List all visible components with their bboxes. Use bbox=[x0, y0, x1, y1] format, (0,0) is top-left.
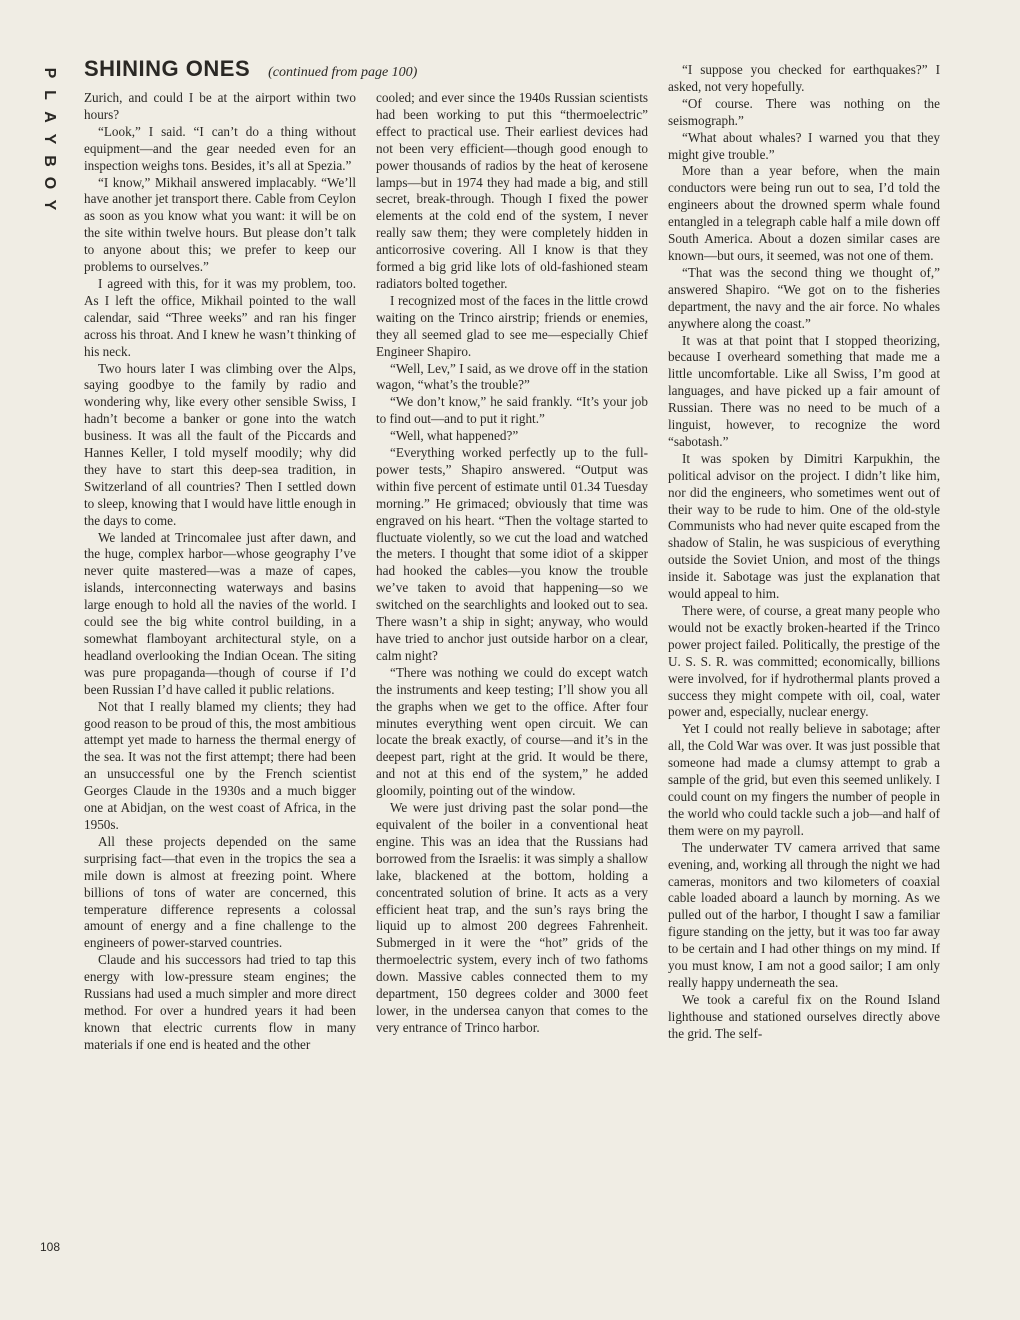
masthead-letter: P bbox=[41, 67, 58, 79]
paragraph: “I suppose you checked for earthquakes?” I asked, not very hopefully. bbox=[668, 62, 940, 94]
masthead-letter: B bbox=[41, 155, 58, 167]
paragraph: I recognized most of the faces in the little crowd waiting on the Trinco airstrip; friends or enemies, they all seemed glad to see me—especially Chief Engineer Shapiro. bbox=[376, 292, 648, 359]
paragraph: More than a year before, when the main conductors were being run out to sea, I’d told the engineers about the drowned sperm whale found entangled in a telegraph cable half a mile down off South America. About a dozen similar cases are known—but ours, it seemed, was not one of them. bbox=[668, 163, 940, 263]
paragraph: “We don’t know,” he said frankly. “It’s your job to find out—and to put it right.” bbox=[376, 394, 648, 427]
page-number: 108 bbox=[40, 1240, 61, 1254]
text-column-1 bbox=[84, 90, 356, 1054]
masthead-letter: L bbox=[41, 90, 58, 100]
masthead-letter: O bbox=[41, 176, 58, 190]
paragraph: We landed at Trincomalee just after dawn, and the huge, complex harbor—whose geography I’ve never quite mastered—was a maze of capes, islands, interconnecting waterways and basins large enough to hold all the navies of the world. I could see the big white control building, in a somewhat flamboyant architectural style, on a headland overlooking the Indian Ocean. The siting was pure propaganda—though of course if I’d been Russian I’d have called it public relations. bbox=[84, 529, 356, 697]
masthead-vertical bbox=[36, 62, 62, 216]
paragraph: “Well, Lev,” I said, as we drove off in the station wagon, “what’s the trouble?” bbox=[376, 360, 648, 393]
article-header bbox=[84, 56, 644, 82]
paragraph: All these projects depended on the same surprising fact—that even in the tropics the sea a mile down is almost at freezing point. Where billions of tons of water are concerned, this temperature difference represents a colossal amount of energy and a fine challenge to the engineers of power-starved countries. bbox=[84, 833, 356, 951]
paragraph: cooled; and ever since the 1940s Russian scientists had been working to put this “thermoelectric” effect to practical use. Their earliest devices had not been very efficient—though good enough to power thousands of radios by the heat of kerosene lamps—but in 1974 they had made a big, and still secret, break-through. Though I fixed the power elements at the cold end of the system, I never really saw them; they were completely hidden in anticorrosive covering. All I know is that they formed a big grid like lots of old-fashioned steam radiators bolted together. bbox=[376, 90, 648, 291]
paragraph: Two hours later I was climbing over the Alps, saying goodbye to the family by radio and wondering why, like every other sensible Swiss, I hadn’t become a banker or gone into the watch business. It was all the fault of the Piccards and Hannes Keller, I told myself moodily; why did they have to start this deep-sea tradition, in Switzerland of all countries? Then I settled down to sleep, knowing that I would have little enough in the days to come. bbox=[84, 360, 356, 528]
paragraph: “Look,” I said. “I can’t do a thing without equipment—and the gear needed even for an inspection weighs tons. Besides, it’s all at Spezia.” bbox=[84, 123, 356, 173]
masthead-letter: Y bbox=[41, 133, 58, 145]
continuation-note: (continued from page 100) bbox=[268, 65, 418, 80]
paragraph: “Well, what happened?” bbox=[390, 428, 519, 444]
paragraph: There were, of course, a great many people who would not be exactly broken-hearted if the Trinco power project failed. Politically, the prestige of the U. S. S. R. was committed; economically, billions were involved, for if hydrothermal plants proved a success they might compete with oil, coal, water power and, especially, nuclear energy. bbox=[668, 603, 940, 720]
paragraph: The underwater TV camera arrived that same evening, and, working all through the night we had cameras, monitors and two kilometers of coaxial cable loaded aboard a launch by morning. As we pulled out of the harbor, I thought I saw a familiar figure standing on the jetty, but it was too far away to be certain and I had other things on my mind. If you must know, I am not a good sailor; I am only really happy underneath the sea. bbox=[668, 839, 940, 990]
paragraph: It was spoken by Dimitri Karpukhin, the political advisor on the project. I didn’t like him, nor did the engineers, who sometimes went out of their way to be rude to him. One of the old-style Communists who had never quite escaped from the shadow of Stalin, he was suspicious of everything outside the Soviet Union, and most of the things inside it. Sabotage was just the explanation that would appeal to him. bbox=[668, 450, 940, 602]
paragraph: I agreed with this, for it was my problem, too. As I left the office, Mikhail pointed to the wall calendar, said “Three weeks” and ran his finger across his throat. And I knew he wasn’t thinking of his neck. bbox=[84, 275, 356, 359]
article-title: SHINING ONES bbox=[84, 56, 251, 81]
masthead-letter: Y bbox=[41, 199, 58, 211]
paragraph: “Of course. There was nothing on the seismograph.” bbox=[668, 95, 940, 128]
text-column-3 bbox=[668, 62, 940, 1043]
paragraph: “Everything worked perfectly up to the full-power tests,” Shapiro answered. “Output was within five percent of estimate until 01.34 Tuesday morning.” He grimaced; obviously that time was engraved on his heart. “Then the voltage started to fluctuate violently, so we cut the load and watched the meters. I thought that some idiot of a skipper had hooked the cables—you know the trouble we’ve taken to avoid that happening—so we switched on the searchlights and looked out to sea. There wasn’t a ship in sight; anyway, who would have tried to anchor just outside harbor on a clear, calm night? bbox=[376, 445, 648, 663]
paragraph: It was at that point that I stopped theorizing, because I overheard something that made me a little uncomfortable. Like all Swiss, I’m good at languages, and have picked up a fair amount of Russian. There was no need to be much of a linguist, however, to recognize the word “sabotash.” bbox=[668, 332, 940, 449]
paragraph: We were just driving past the solar pond—the equivalent of the boiler in a conventional heat engine. This was an idea that the Russians had borrowed from the Israelis: it was simply a shallow lake, blackened at the bottom, holding a concentrated solution of brine. It acts as a very efficient heat trap, and the sun’s rays bring the liquid up to almost 200 degrees Fahrenheit. Submerged in it were the “hot” grids of the thermoelectric system, every inch of two fathoms down. Massive cables connected them to my department, 150 degrees colder and 3000 feet lower, in the undersea canyon that comes to the very entrance of Trinco harbor. bbox=[376, 800, 648, 1035]
paragraph: “There was nothing we could do except watch the instruments and keep testing; I’ll show you all the graphs when we get to the office. After four minutes everything went open circuit. We can locate the break exactly, of course—and it’s in the deepest part, right at the grid. It would be there, and not at this end of the system,” he added gloomily, pointing out of the window. bbox=[376, 664, 648, 799]
paragraph: Zurich, and could I be at the airport within two hours? bbox=[84, 90, 356, 122]
paragraph: “I know,” Mikhail answered implacably. “We’ll have another jet transport there. Cable from Ceylon as soon as you know what you want: it will be on the site within twelve hours. But please don’t talk to anyone about this; we prefer to keep our problems to ourselves.” bbox=[84, 174, 356, 275]
paragraph: Not that I really blamed my clients; they had good reason to be proud of this, the most ambitious attempt yet made to harness the thermal energy of the sea. It was not the first attempt; there had been an unsuccessful one by the French scientist Georges Claude in the 1930s and a much bigger one at Abidjan, on the west coast of Africa, in the 1950s. bbox=[84, 698, 356, 832]
text-column-2 bbox=[376, 90, 648, 1037]
paragraph: “What about whales? I warned you that they might give trouble.” bbox=[668, 129, 940, 162]
paragraph: Claude and his successors had tried to tap this energy with low-pressure steam engines; the Russians had used a much simpler and more direct method. For over a hundred years it had been known that electric currents flow in many materials if one end is heated and the other bbox=[84, 952, 356, 1052]
paragraph: We took a careful fix on the Round Island lighthouse and stationed ourselves directly above the grid. The self- bbox=[668, 991, 940, 1041]
paragraph: “That was the second thing we thought of,” answered Shapiro. “We got on to the fisheries department, the navy and the air force. No whales anywhere along the coast.” bbox=[668, 264, 940, 331]
masthead-letter: A bbox=[41, 111, 58, 123]
paragraph: Yet I could not really believe in sabotage; after all, the Cold War was over. It was just possible that someone had made a clumsy attempt to grab a sample of the grid, but even this seemed unlikely. I could count on my fingers the number of people in the world who could tackle such a job—and half of them were on my payroll. bbox=[668, 721, 940, 838]
